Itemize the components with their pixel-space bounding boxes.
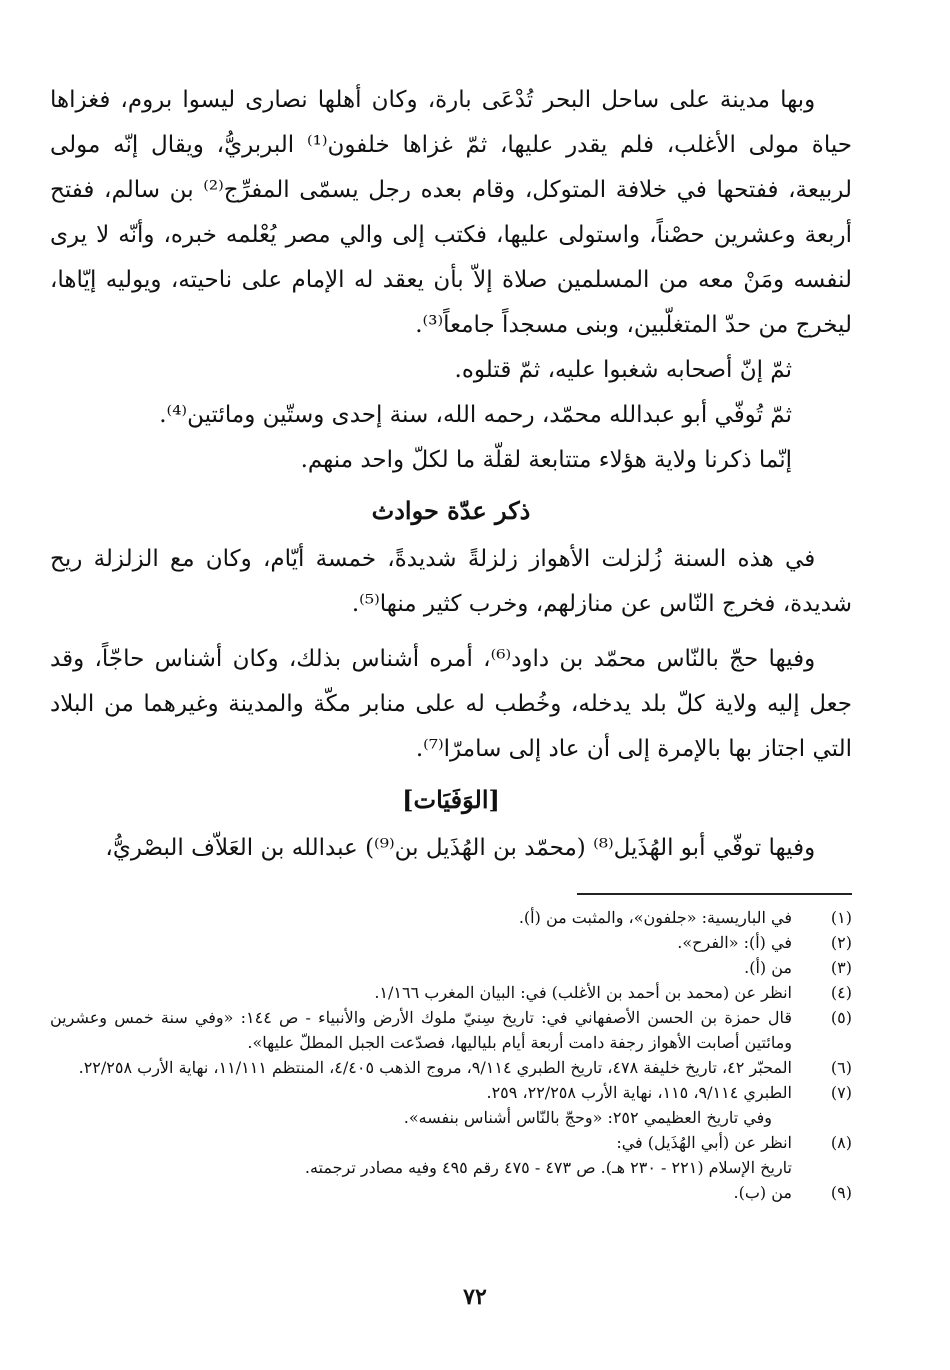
footnote-number: (٤) — [830, 983, 852, 1002]
paragraph-2: ثمّ إنّ أصحابه شغبوا عليه، ثمّ قتلوه. — [454, 357, 792, 383]
footnote-text: في (أ): «الفرح». — [677, 933, 792, 952]
footnote — [50, 980, 852, 1005]
footnote-number: (٩) — [830, 1183, 852, 1202]
footnote-number: (٧) — [830, 1083, 852, 1102]
page-number: ٧٢ — [463, 1284, 487, 1310]
footnote — [50, 1005, 852, 1055]
paragraph-7: وفيها توفّي أبو الهُذَيل⁽⁸⁾ (محمّد بن الهُذَيل بن⁽⁹⁾) عبدالله بن العَلاّف البصْريُّ، — [105, 835, 816, 861]
paragraph-5: في هذه السنة زُلزلت الأهواز زلزلةً شديدةً، خمسة أيّام، وكان مع الزلزلة ريح شديدة، فخرج النّاس عن منازلهم، وخرب كثير منها⁽⁵⁾. — [50, 546, 852, 617]
footnote-text: انظر عن (أبي الهُذَيل) في: — [616, 1133, 792, 1152]
footnote-text: الطبري ٩/١١٤، ١١٥، نهاية الأرب ٢٢/٢٥٨، ٢٥٩. — [486, 1083, 792, 1102]
footnote-number: (١) — [830, 908, 852, 927]
footnote-number: (٢) — [830, 933, 852, 952]
footnote — [50, 1080, 852, 1105]
footnote-number: (٥) — [830, 1008, 852, 1027]
footnote-number: (٣) — [830, 958, 852, 977]
footnote — [50, 930, 852, 955]
footnote-text: من (ب). — [733, 1183, 792, 1202]
footnote-text: المحبّر ٤٢، تاريخ خليفة ٤٧٨، تاريخ الطبري ٩/١١٤، مروج الذهب ٤/٤٠٥، المنتظم ١١/١١١، نهاية الأرب ٢٢/٢٥٨. — [78, 1058, 792, 1077]
footnote — [50, 905, 852, 930]
paragraph-1: وبها مدينة على ساحل البحر تُدْعَى بارة، وكان أهلها نصارى ليسوا بروم، فغزاها حياة مولى الأغلب، فلم يقدر عليها، ثمّ غزاها خلفون⁽¹⁾ البربريُّ، ويقال إنّه مولى لربيعة، ففتحها في خلافة المتوكل، وقام بعده رجل يسمّى المفرِّج⁽²⁾ بن سالم، ففتح أربعة وعشرين حصْناً، واستولى عليها، فكتب إلى والي مصر يُعْلمه خبره، وأنّه لا يرى لنفسه ومَنْ معه من المسلمين صلاة إلاّ بأن يعقد له الإمام على ناحيته، ويوليه إيّاها، ليخرج من حدّ المتغلّبين، وبنى مسجداً جامعاً⁽³⁾. — [50, 87, 853, 338]
footnote-number: (٨) — [830, 1133, 852, 1152]
footnote-text: من (أ). — [744, 958, 792, 977]
paragraph-3: ثمّ تُوفّي أبو عبدالله محمّد، رحمه الله، سنة إحدى وستّين ومائتين⁽⁴⁾. — [159, 402, 792, 428]
footnote-text: في الباريسية: «جلفون»، والمثبت من (أ). — [518, 908, 792, 927]
footnote-divider — [577, 893, 852, 895]
footnote-continuation: تاريخ الإسلام (٢٢١ - ٢٣٠ هـ). ص ٤٧٣ - ٤٧٥ رقم ٤٩٥ وفيه مصادر ترجمته. — [304, 1158, 792, 1177]
footnote-continuation: وفي تاريخ العظيمي ٢٥٢: «وحجّ بالنّاس أشناس بنفسه». — [403, 1108, 772, 1127]
main-text — [50, 78, 852, 871]
paragraph-4: إنّما ذكرنا ولاية هؤلاء متتابعة لقلّة ما لكلّ واحد منهم. — [300, 447, 792, 473]
footnote-number: (٦) — [830, 1058, 852, 1077]
footnote — [50, 955, 852, 980]
footnote — [50, 1180, 852, 1205]
footnote-text: انظر عن (محمد بن أحمد بن الأغلب) في: البيان المغرب ١/١٦٦. — [374, 983, 792, 1002]
footnotes — [50, 905, 852, 1205]
section-heading-events: ذكر عدّة حوادث — [371, 496, 531, 525]
section-heading-obituaries: [الوَفَيَات] — [402, 785, 500, 814]
footnote-text: قال حمزة بن الحسن الأصفهاني في: تاريخ سِنيّ ملوك الأرض والأنبياء - ص ١٤٤: «وفي سنة خمس وعشرين ومائتين أصابت الأهواز رجفة دامت أربعة أيام بلياليها، فصدّعت الجبل المطلّ عليها». — [50, 1008, 793, 1052]
paragraph-6: وفيها حجّ بالنّاس محمّد بن داود⁽⁶⁾، أمره أشناس بذلك، وكان أشناس حاجّاً، وقد جعل إليه ولاية كلّ بلد يدخله، وخُطب له على منابر مكّة والمدينة وغيرهما من البلاد التي اجتاز بها بالإمرة إلى أن عاد إلى سامرّا⁽⁷⁾. — [50, 646, 852, 762]
footnote — [50, 1055, 852, 1080]
footnote — [50, 1130, 852, 1155]
